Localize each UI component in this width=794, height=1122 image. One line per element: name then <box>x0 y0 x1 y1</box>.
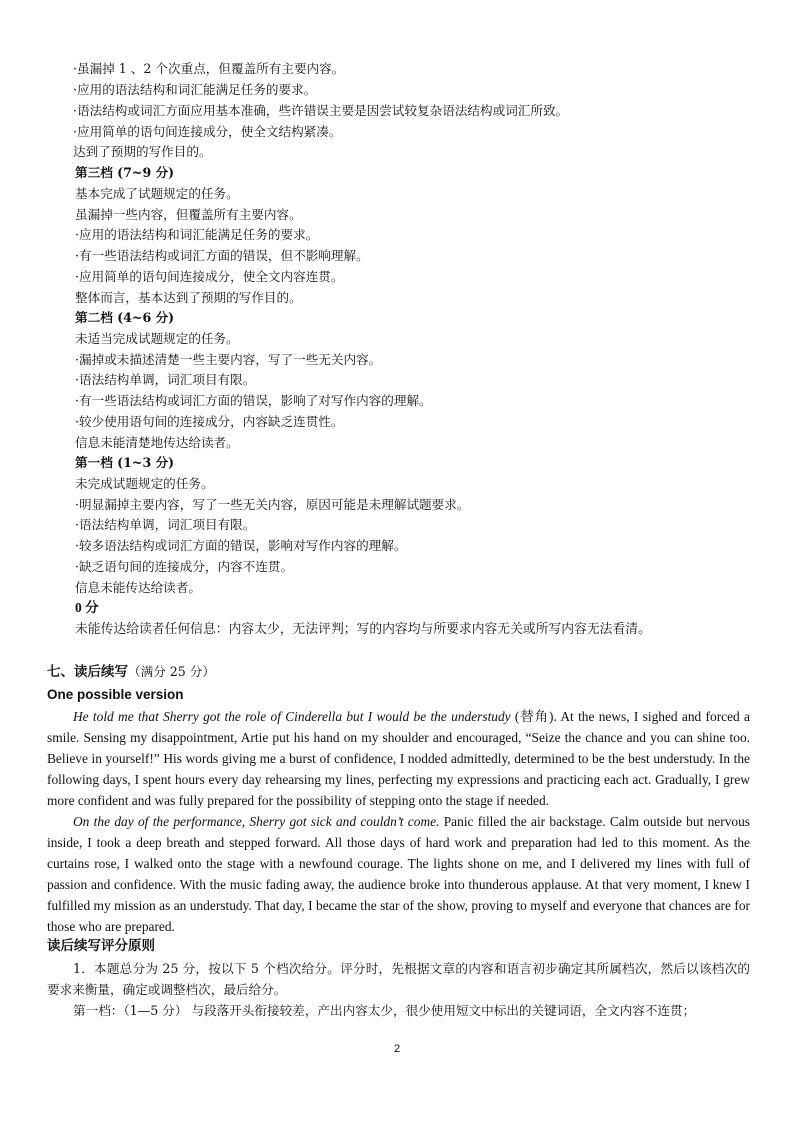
tier3-line-1: 基本完成了试题规定的任务。 <box>75 186 239 201</box>
tier4-line-5: 达到了预期的写作目的。 <box>73 144 212 159</box>
tier2-heading: 第二档 (4~6 分) <box>75 310 175 325</box>
tier1-line-2: ·明显漏掉主要内容，写了一些无关内容，原因可能是未理解试题要求。 <box>75 497 470 512</box>
tier4-line-4: ·应用简单的语句间连接成分，使全文结构紧凑。 <box>73 124 342 139</box>
tier1-line-5: ·缺乏语句间的连接成分，内容不连贯。 <box>75 559 294 574</box>
section7-title-text: 七、读后续写 <box>47 664 128 680</box>
tier4-line-2: ·应用的语法结构和词汇能满足任务的要求。 <box>73 82 317 97</box>
scoring-tier-first: 第一档：（1—5 分） 与段落开头衔接较差，产出内容太少，很少使用短文中标出的关键词语，全文内容不连贯； <box>73 1003 696 1018</box>
essay-paragraph-2-rest: Panic filled the air backstage. Calm outside but nervous inside, I took a deep breath and stepped forward. All those days of hard work and preparation had led to this moment. As the curtains rose, I walked onto the stage with a newfound courage. The lights shone on me, and I delivered my lines with full of passion and confidence. With the music fading away, the audience broke into thunderous applause. At that very moment, I knew I fulfilled my mission as an understudy. That day, I became the star of the show, proving to myself and everyone that chances are for those who are prepared. <box>47 814 750 934</box>
tier1-line-6: 信息未能传达给读者。 <box>75 580 201 595</box>
tier2-line-3: ·语法结构单调，词汇项目有限。 <box>75 372 256 387</box>
tier2-line-4: ·有一些语法结构或词汇方面的错误，影响了对写作内容的理解。 <box>75 393 432 408</box>
tier3-line-6: 整体而言，基本达到了预期的写作目的。 <box>75 290 302 305</box>
tier2-line-6: 信息未能清楚地传达给读者。 <box>75 435 239 450</box>
tier4-line-1: ·虽漏掉 1 、2 个次重点，但覆盖所有主要内容。 <box>73 61 345 76</box>
tier3-line-2: 虽漏掉一些内容，但覆盖所有主要内容。 <box>75 207 302 222</box>
tier1-heading: 第一档 (1~3 分) <box>75 455 175 470</box>
essay-paragraph-2-italic: On the day of the performance, Sherry got sick and couldn’t come. <box>73 814 440 829</box>
essay-paragraph-1-rest: (替角). At the news, I sighed and forced a smile. Sensing my disappointment, Artie put his hand on my shoulder and encouraged, “Seize the chance and you can shine too. Believe in yourself!” His words giving me a burst of confidence, I nodded admittedly, determined to be the best understudy. In the following days, I spent hours every day rehearsing my lines, perfecting my expressions and practicing each act. Gradually, I grew more confident and was fully prepared for the possibility of stepping onto the stage if needed. <box>47 709 750 808</box>
tier3-line-4: ·有一些语法结构或词汇方面的错误，但不影响理解。 <box>75 248 369 263</box>
section7-score: （满分 25 分） <box>128 664 216 679</box>
essay-paragraph-1-italic: He told me that Sherry got the role of Cinderella but I would be the understudy <box>73 709 511 724</box>
section7-title <box>47 663 215 681</box>
tier1-line-1: 未完成试题规定的任务。 <box>75 476 214 491</box>
scoring-heading: 读后续写评分原则 <box>47 938 155 954</box>
page-number: 2 <box>393 1043 401 1055</box>
tier3-line-3: ·应用的语法结构和词汇能满足任务的要求。 <box>75 227 319 242</box>
scoring-rule-1: 1．本题总分为 25 分，按以下 5 个档次给分。评分时，先根据文章的内容和语言初步确定其所属档次，然后以该档次的要求来衡量，确定或调整档次，最后给分。 <box>47 961 750 997</box>
essay-paragraph-1 <box>47 706 750 811</box>
tier1-line-3: ·语法结构单调，词汇项目有限。 <box>75 517 256 532</box>
tier0-line: 未能传达给读者任何信息：内容太少，无法评判；写的内容均与所要求内容无关或所写内容无法看清。 <box>75 622 651 637</box>
tier3-heading: 第三档 (7~9 分) <box>75 165 175 180</box>
tier4-line-3: ·语法结构或词汇方面应用基本准确，些许错误主要是因尝试较复杂语法结构或词汇所致。 <box>73 103 569 118</box>
tier1-line-4: ·较多语法结构或词汇方面的错误，影响对写作内容的理解。 <box>75 538 407 553</box>
tier2-line-1: 未适当完成试题规定的任务。 <box>75 331 239 346</box>
tier2-line-2: ·漏掉或未描述清楚一些主要内容，写了一些无关内容。 <box>75 352 382 367</box>
tier3-line-5: ·应用简单的语句间连接成分，使全文内容连贯。 <box>75 269 344 284</box>
tier0-heading: 0 分 <box>75 600 99 615</box>
version-heading: One possible version <box>47 687 184 702</box>
tier2-line-5: ·较少使用语句间的连接成分，内容缺乏连贯性。 <box>75 414 344 429</box>
essay-paragraph-2 <box>47 811 750 937</box>
